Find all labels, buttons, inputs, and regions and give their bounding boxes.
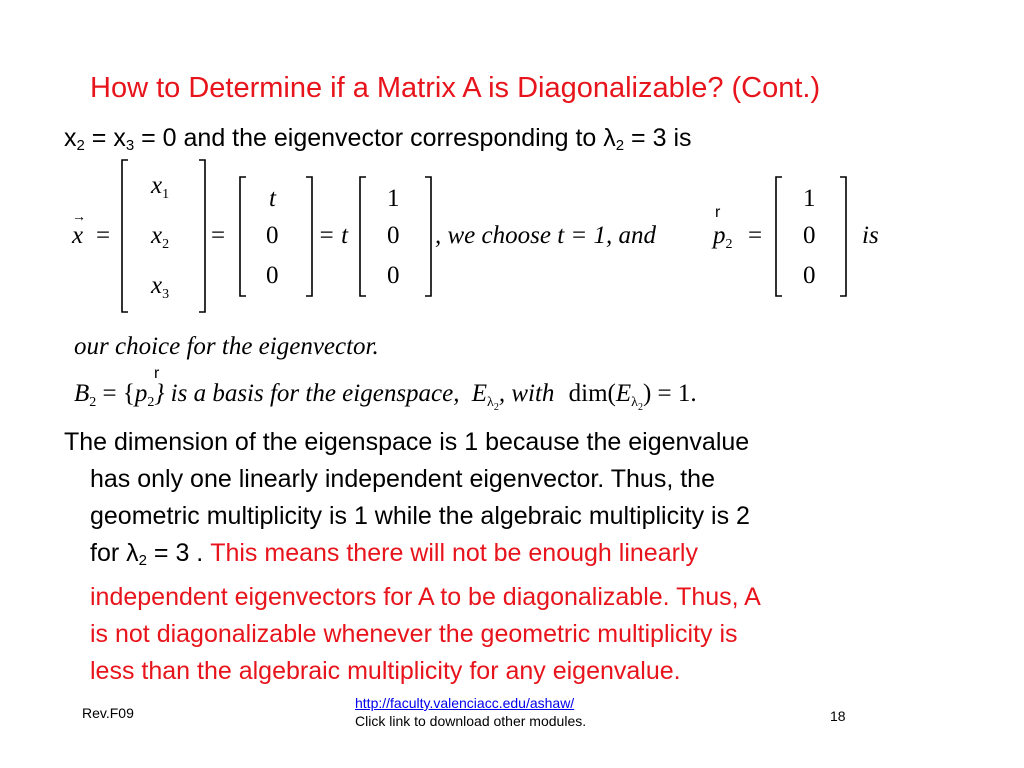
matrix1-entry-1: $x_1$: [151, 172, 170, 202]
para-line-3: geometric multiplicity is 1 while the algebraic multiplicity is 2: [90, 502, 750, 530]
para-line-4: for $\lambda_2 = 3$ . This means there will not be enough linearly: [90, 539, 698, 569]
para-line-1: The dimension of the eigenspace is 1 because the eigenvalue: [64, 428, 750, 456]
choice-line: our choice for the eigenvector.: [74, 333, 379, 360]
revision-label: Rev.F09: [82, 705, 134, 721]
matrix4-entry-2: 0: [803, 222, 816, 249]
equals-sign-2: =: [211, 222, 226, 249]
equals-sign-1: =: [96, 222, 111, 249]
matrix3-entry-2: 0: [387, 222, 400, 249]
matrix4-entry-1: 1: [803, 185, 816, 212]
para-line-2: has only one linearly independent eigenvector. Thus, the: [90, 465, 715, 493]
slide-title: How to Determine if a Matrix A is Diagonalizable? (Cont.): [90, 72, 821, 104]
para-line-6: is not diagonalizable whenever the geometric multiplicity is: [90, 620, 738, 648]
equals-sign-3: =: [748, 222, 763, 249]
page-number: 18: [830, 708, 846, 724]
matrix3-entry-3: 0: [387, 262, 400, 289]
intro-line: $x_2 = x_3 = 0$ and the eigenvector corresponding to $\lambda_2 = 3$ is: [64, 124, 692, 154]
explanation-paragraph: [64, 424, 964, 690]
matrix2-entry-2: 0: [266, 222, 279, 249]
para-line-7: less than the algebraic multiplicity for any eigenvalue.: [90, 657, 681, 685]
matrix2-entry-1: t: [269, 185, 276, 212]
modules-link[interactable]: http://faculty.valenciacc.edu/ashaw/: [355, 695, 575, 711]
choose-t-text: , we choose t = 1, and: [435, 222, 657, 249]
link-note: Click link to download other modules.: [355, 713, 587, 729]
equals-t: = t: [318, 222, 349, 249]
is-word: is: [862, 222, 879, 249]
matrix1-entry-3: $x_3$: [151, 272, 170, 302]
para-line-5: independent eigenvectors for A to be diagonalizable. Thus, A: [90, 583, 761, 611]
matrix3-entry-1: 1: [387, 185, 400, 212]
matrix1-entry-2: $x_2$: [151, 222, 170, 252]
matrix2-entry-3: 0: [266, 262, 279, 289]
basis-line: $B_2 = \{p_2\}$ is a basis for the eigenspace, $E_{\lambda 2}$, with $dim(E_{\lambda 2}) = 1$.: [74, 380, 697, 413]
basis-p-marker: r: [154, 365, 160, 382]
p2-symbol: $p_2$: [713, 222, 733, 252]
matrix4-entry-3: 0: [803, 262, 816, 289]
p-vector-marker: r: [715, 204, 721, 221]
x-vector-symbol: → x: [72, 210, 86, 249]
